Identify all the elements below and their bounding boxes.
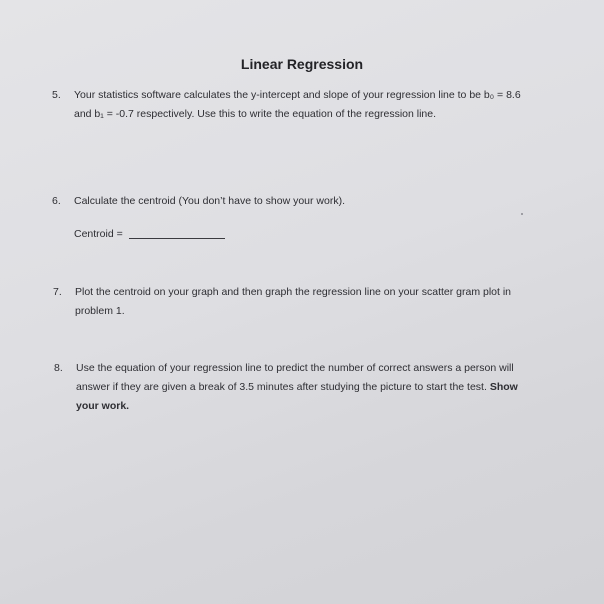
show-work-bold: Show <box>489 381 518 393</box>
question-line: Plot the centroid on your graph and then graph the regression line on your scatter gram plot in <box>75 286 512 298</box>
question-line: Calculate the centroid (You don’t have to show your work). <box>74 195 346 207</box>
question-number: 8. <box>54 362 63 374</box>
centroid-label: Centroid = <box>74 228 126 240</box>
question-text <box>74 86 521 124</box>
question-text <box>75 283 511 321</box>
worksheet-title: Linear Regression <box>240 56 364 72</box>
question-line-text: answer if they are given a break of 3.5 minutes after studying the picture to start the test. <box>76 381 490 393</box>
question-number: 7. <box>53 286 62 298</box>
answer-blank-line <box>129 238 225 239</box>
question-line-with-bold <box>76 378 518 397</box>
question-line: Your statistics software calculates the y-intercept and slope of your regression line to be b₀ = 8.6 <box>74 89 521 101</box>
paper-speck <box>521 213 523 215</box>
question-text <box>76 359 518 416</box>
question-line: Use the equation of your regression line to predict the number of correct answers a person will <box>76 362 514 374</box>
centroid-answer-row <box>74 228 225 240</box>
question-number: 5. <box>52 89 61 101</box>
question-line: problem 1. <box>75 305 125 317</box>
question-number: 6. <box>52 195 61 207</box>
question-text <box>74 192 345 211</box>
question-line: and b₁ = -0.7 respectively. Use this to write the equation of the regression line. <box>74 108 437 120</box>
your-work-bold: your work. <box>76 400 130 412</box>
